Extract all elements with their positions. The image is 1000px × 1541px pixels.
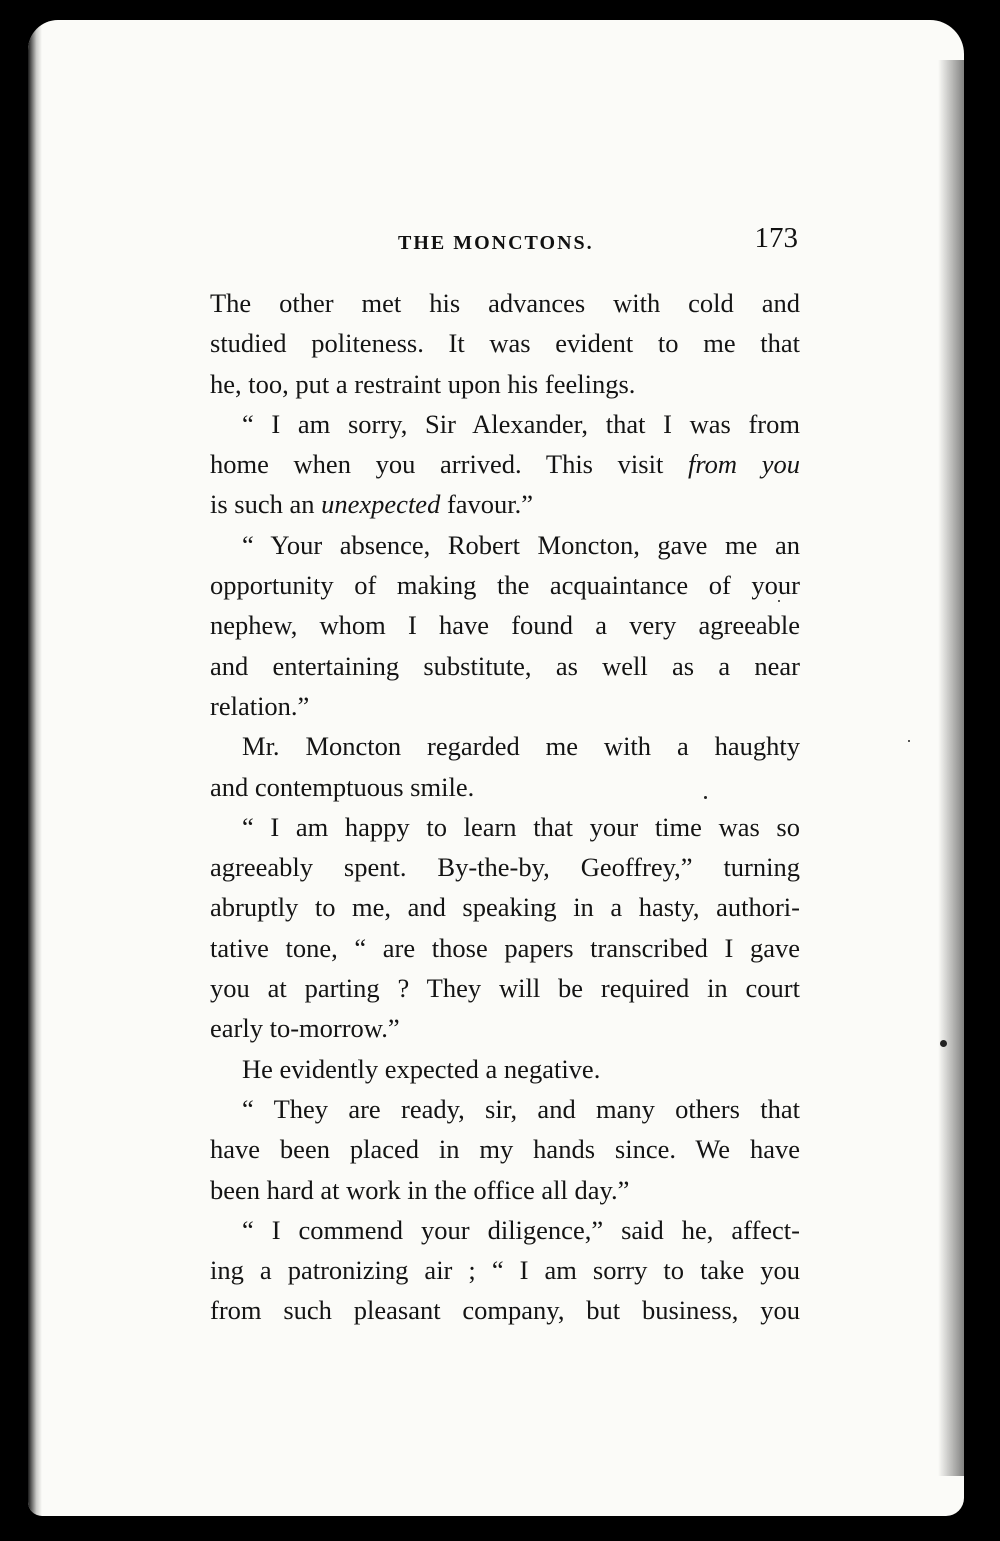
page-header — [210, 222, 800, 262]
ink-speck — [778, 600, 780, 602]
text-segment: is such an — [210, 489, 322, 520]
italic-segment: from you — [687, 449, 800, 480]
page-number: 173 — [754, 222, 798, 254]
ink-speck — [704, 796, 707, 799]
text-line: “ Your absence, Robert Moncton, gave me an — [242, 529, 800, 560]
text-line: “ I am happy to learn that your time was so — [242, 811, 800, 842]
ink-speck — [940, 1040, 947, 1047]
text-line: abruptly to me, and speaking in a hasty, authori- — [210, 892, 800, 923]
ink-speck — [908, 740, 910, 742]
text-line: tative tone, “ are those papers transcribed I gave — [210, 932, 800, 963]
text-line: “ I am sorry, Sir Alexander, that I was from — [242, 408, 800, 439]
text-segment: favour.” — [440, 489, 534, 520]
text-line: been hard at work in the office all day.” — [210, 1174, 630, 1205]
text-line: studied politeness. It was evident to me that — [210, 328, 800, 359]
text-line: “ They are ready, sir, and many others that — [242, 1093, 800, 1124]
text-line: nephew, whom I have found a very agreeable — [210, 610, 800, 641]
running-head: THE MONCTONS. — [398, 232, 594, 254]
text-line: and contemptuous smile. — [210, 771, 475, 802]
text-line: he, too, put a restraint upon his feelings. — [210, 368, 636, 399]
book-page — [28, 20, 964, 1516]
text-line: He evidently expected a negative. — [242, 1053, 601, 1084]
text-line: The other met his advances with cold and — [210, 288, 800, 318]
text-line: early to-morrow.” — [210, 1013, 400, 1044]
text-line: you at parting ? They will be required in court — [210, 973, 800, 1004]
text-line: Mr. Moncton regarded me with a haughty — [242, 731, 800, 762]
text-segment: home when you arrived. This visit — [210, 449, 688, 480]
text-line: have been placed in my hands since. We have — [210, 1134, 800, 1165]
text-line: “ I commend your diligence,” said he, affect- — [242, 1214, 800, 1245]
text-line: ing a patronizing air ; “ I am sorry to take you — [210, 1255, 800, 1286]
text-line: and entertaining substitute, as well as a near — [210, 650, 800, 681]
body-text — [210, 283, 800, 1331]
text-line — [210, 444, 800, 484]
text-line: from such pleasant company, but business, you — [210, 1295, 800, 1326]
text-line: relation.” — [210, 690, 310, 721]
italic-segment: unexpected — [321, 489, 441, 520]
text-line — [210, 484, 800, 524]
text-line: opportunity of making the acquaintance of your — [210, 570, 800, 601]
text-line: agreeably spent. By-the-by, Geoffrey,” turning — [210, 852, 800, 883]
